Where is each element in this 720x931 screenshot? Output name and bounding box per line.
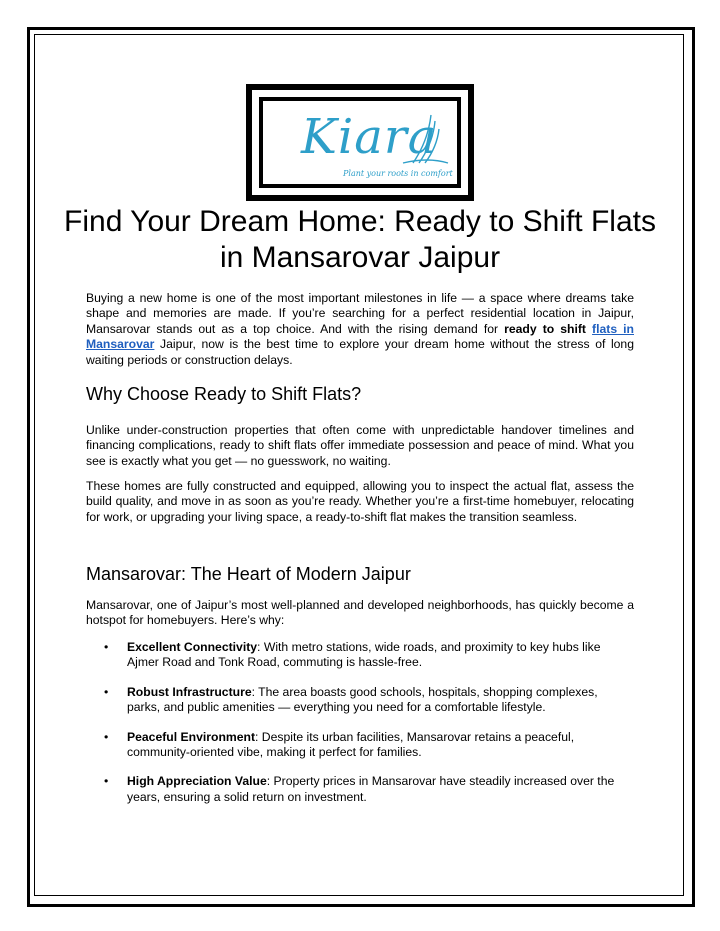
kiara-logo — [246, 84, 474, 201]
list-item: • Peaceful Environment: Despite its urban facilities, Mansarovar retains a peaceful, community-oriented vibe, making it perfect for families. — [104, 729, 575, 760]
flats-link[interactable]: flats in Mansarovar — [86, 321, 634, 352]
section1-heading: Why Choose Ready to Shift Flats? — [86, 384, 362, 404]
page-title: Find Your Dream Home: Ready to Shift Flats in Mansarovar Jaipur — [64, 205, 656, 274]
intro-paragraph: Buying a new home is one of the most important milestones in life — a space where dreams take shape and memories are made. If you’re searching for a perfect residential location in Jaipur, Mansarovar stands out as a top choice. And with the rising demand for ready to shift flats in Mansarovar Jaipur, now is the best time to explore your dream home without the stress of long waiting periods or construction delays. — [86, 291, 634, 367]
logo-brand: Kiara — [301, 109, 438, 165]
section1-para2: These homes are fully constructed and equipped, allowing you to inspect the actual flat, assess the build quality, and move in as soon as you’re ready. Whether you’re a first-time homebuyer, relocating for work, or upgrading your living space, a ready-to-shift flat makes the transition seamless. — [86, 479, 634, 524]
feature-list — [86, 640, 634, 819]
section2-heading: Mansarovar: The Heart of Modern Jaipur — [86, 564, 411, 584]
intro-bold: ready to shift — [504, 321, 586, 336]
list-item: • Excellent Connectivity: With metro stations, wide roads, and proximity to key hubs like Ajmer Road and Tonk Road, commuting is hassle-free. — [104, 640, 601, 670]
section2-para: Mansarovar, one of Jaipur’s most well-planned and developed neighborhoods, has quickly become a hotspot for homebuyers. Here’s why: — [86, 598, 634, 628]
list-item: • Robust Infrastructure: The area boasts good schools, hospitals, shopping complexes, parks, and public amenities — everything you need for a comfortable lifestyle. — [104, 684, 598, 715]
logo-tagline: Plant your roots in comfort — [343, 169, 453, 178]
section1-para1: Unlike under-construction properties that often come with unpredictable handover timelines and financing complications, ready to shift flats offer immediate possession and peace of mind. What you see is exactly what you get — no guesswork, no waiting. — [86, 423, 634, 468]
list-item: • High Appreciation Value: Property prices in Mansarovar have steadily increased over the years, ensuring a solid return on investment. — [104, 774, 615, 804]
